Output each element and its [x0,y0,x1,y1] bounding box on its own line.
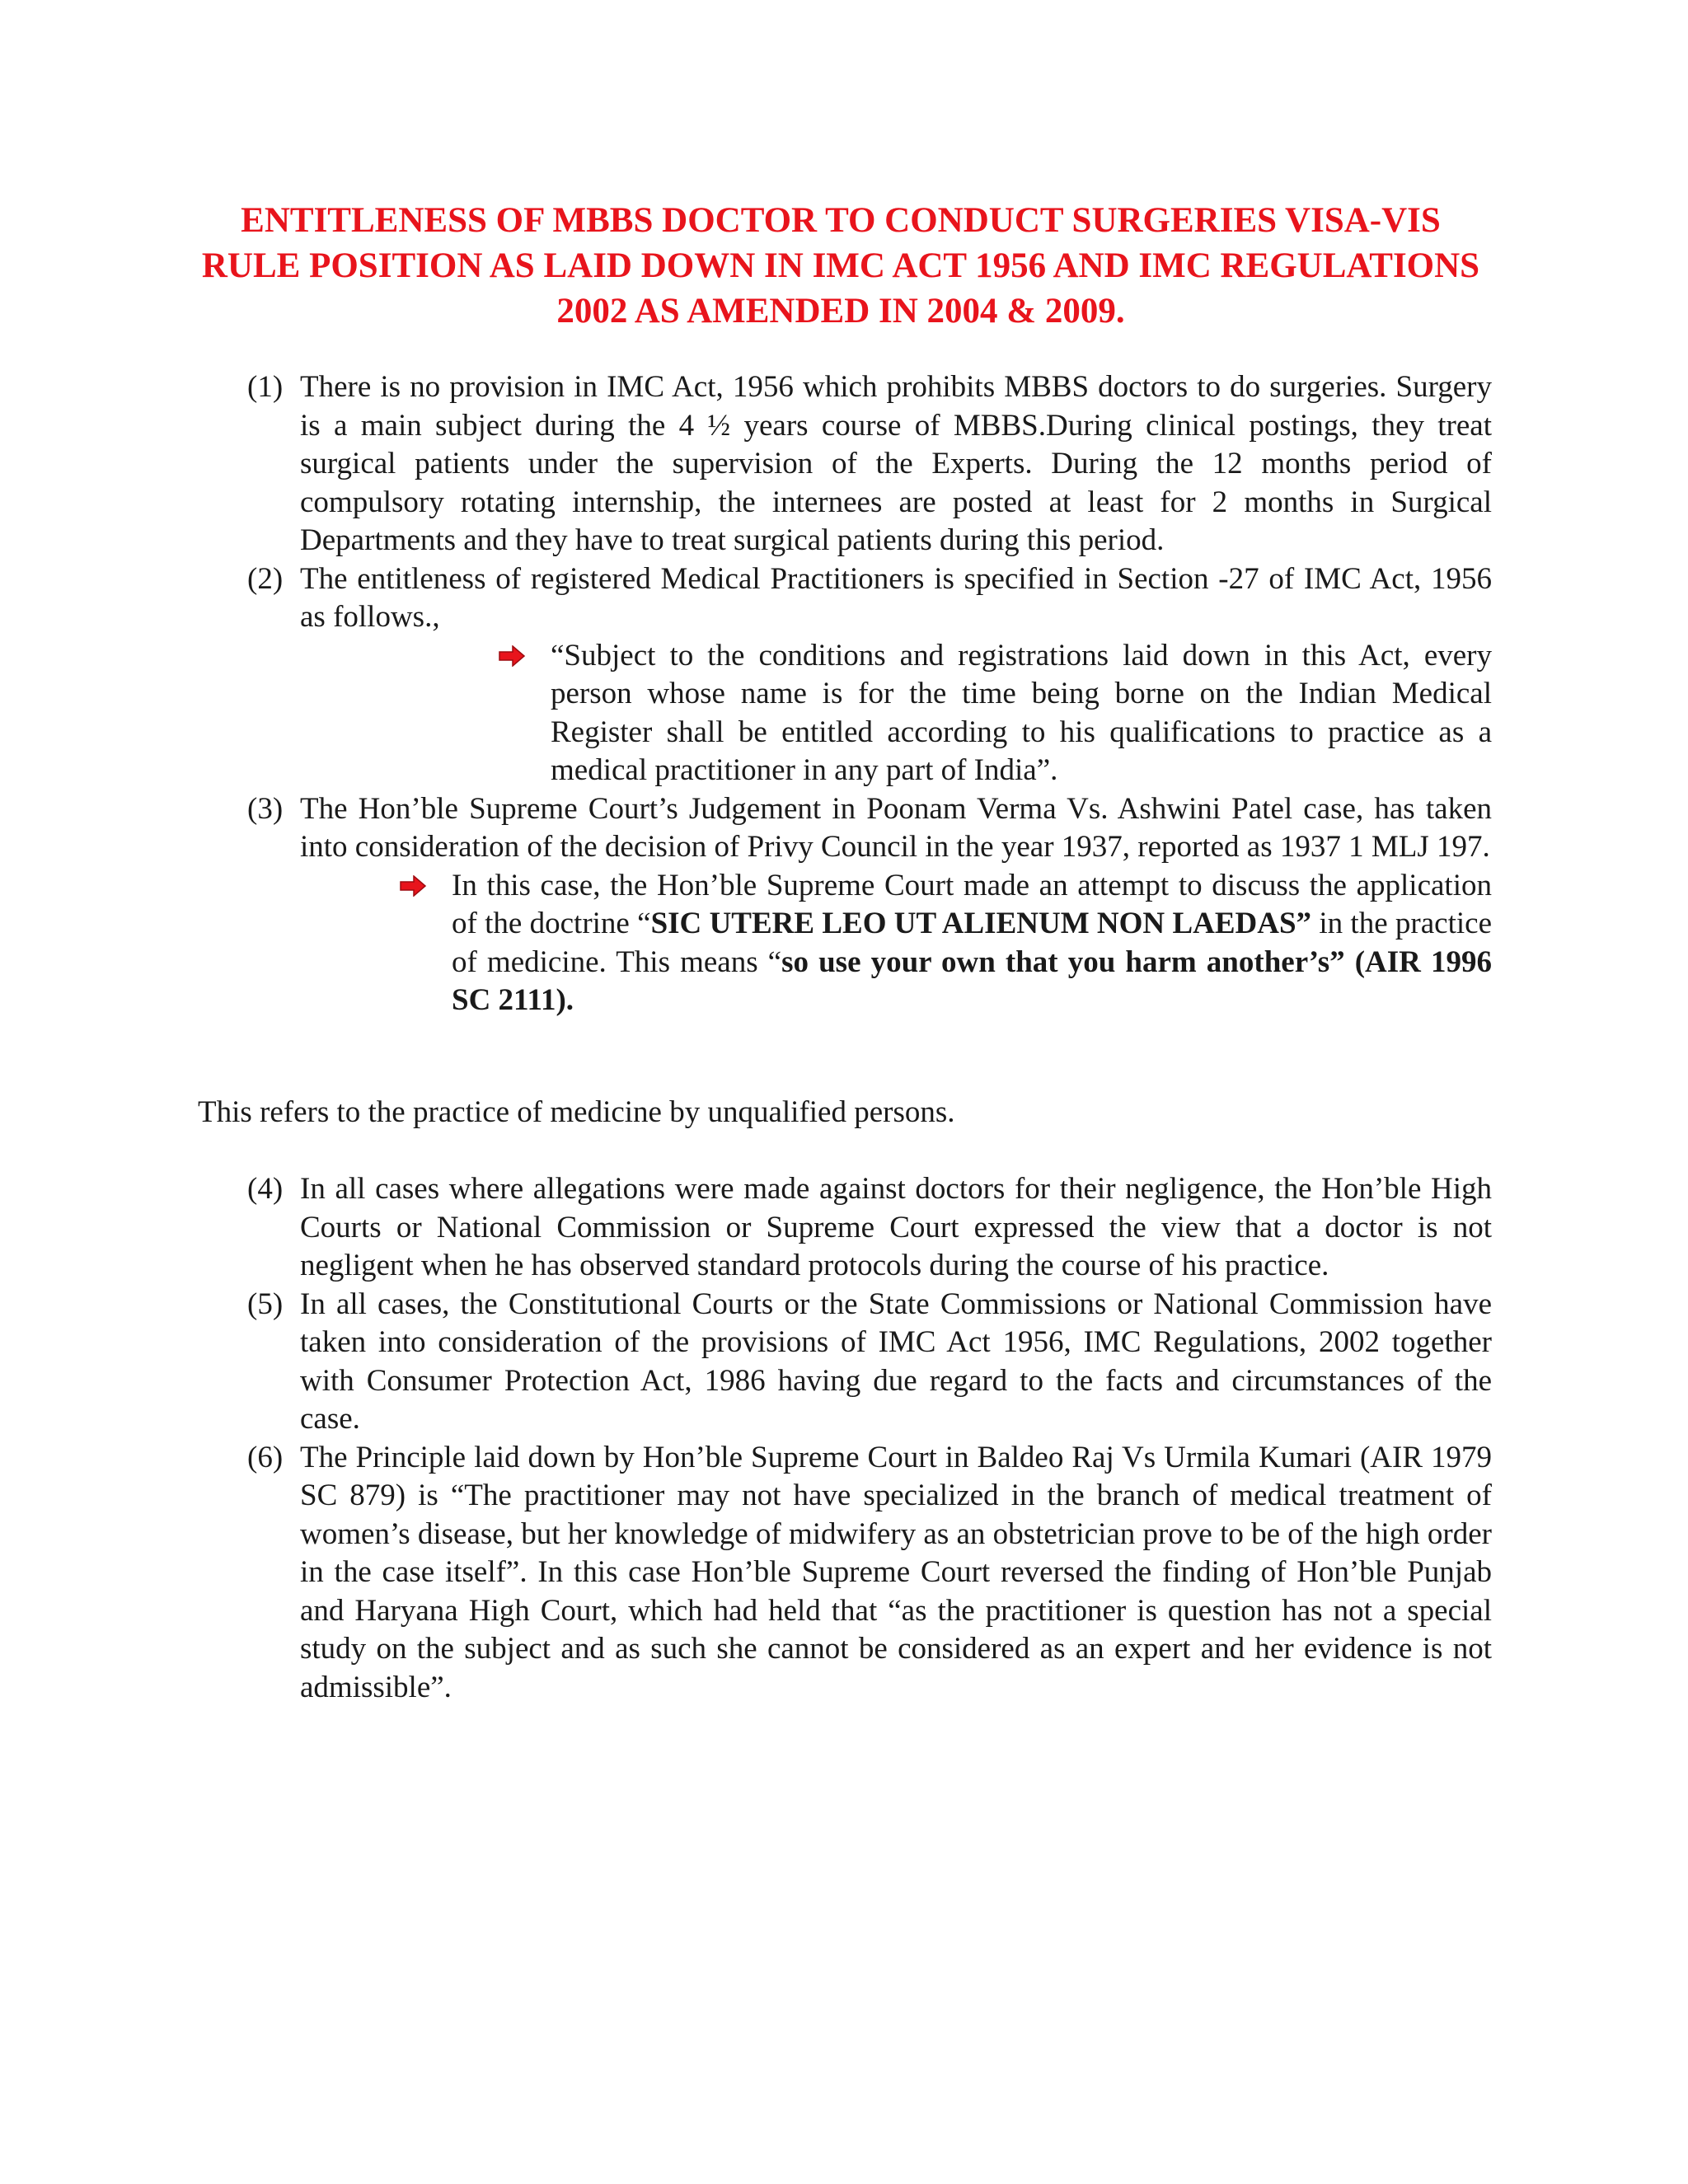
list-item-1 [247,368,1492,560]
doctrine-text-part: In this case, the Hon’ble Supreme Court made an attempt to discuss the application of the doctrine “ [452,868,1492,940]
item-number: (5) [247,1286,284,1321]
red-arrow-icon [498,645,526,667]
document-title: ENTITLENESS OF MBBS DOCTOR TO CONDUCT SURGERIES VISA-VIS RULE POSITION AS LAID DOWN IN IMC ACT 1956 AND IMC REGULATIONS 2002 AS AMENDED IN 2004 & 2009. [201,201,1480,330]
quote-bullet [551,637,1492,790]
list-item-3 [247,790,1492,1020]
list-item-4 [247,1170,1492,1286]
list-item-5 [247,1286,1492,1439]
doctrine-text-part: in the practice of medicine. This means “ [452,907,1493,979]
numbered-list [247,368,1492,1020]
item-text: The entitleness of registered Medical Practitioners is specified in Section -27 of IMC Act, 1956 as follows., [300,561,1492,634]
item-number: (3) [247,791,284,826]
item-number: (1) [247,370,284,404]
list-item-6 [247,1439,1492,1708]
item-text: The Hon’ble Supreme Court’s Judgement in Poonam Verma Vs. Ashwini Patel case, has taken into consideration of the decision of Privy Council in the year 1937, reported as 1937 1 MLJ 197. [300,791,1492,864]
item-text: There is no provision in IMC Act, 1956 which prohibits MBBS doctors to do surgeries. Surgery is a main subject during the 4 ½ years course of MBBS.During clinical postings, they treat surgical patients under the supervision of the Experts. During the 12 months period of compulsory rotating internship, the internees are posted at least for 2 months in Surgical Departments and they have to treat surgical patients during this period. [300,370,1492,557]
list-item-2 [247,560,1492,790]
item-number: (2) [247,561,284,596]
section-27-quote: “Subject to the conditions and registrations laid down in this Act, every person whose name is for the time being borne on the Indian Medical Register shall be entitled according to his qualifications to practice as a medical practitioner in any part of India”. [551,638,1492,787]
item-number: (6) [247,1440,284,1474]
red-arrow-icon [399,875,427,897]
item-text: The Principle laid down by Hon’ble Supreme Court in Baldeo Raj Vs Urmila Kumari (AIR 1979 SC 879) is “The practitioner may not have specialized in the branch of medical treatment of women’s disease, but her knowledge of midwifery as an obstetrician prove to be of the high order in the case itself”. In this case Hon’ble Supreme Court reversed the finding of Hon’ble Punjab and Haryana High Court, which had held that “as the practitioner is question has not a special study on the subject and as such she cannot be considered as an expert and her evidence is not admissible”. [300,1440,1492,1704]
doctrine-meaning: so use your own that you harm another’s” (AIR 1996 SC 2111). [452,944,1492,1017]
item-text: In all cases, the Constitutional Courts or the State Commissions or National Commission have taken into consideration of the provisions of IMC Act 1956, IMC Regulations, 2002 together with Consumer Protection Act, 1986 having due regard to the facts and circumstances of the case. [300,1286,1492,1436]
unqualified-persons-note: This refers to the practice of medicine by unqualified persons. [198,1095,955,1129]
doctrine-latin-phrase: SIC UTERE LEO UT ALIENUM NON LAEDAS” [650,907,1312,940]
numbered-list-continued [247,1170,1492,1707]
item-text: In all cases where allegations were made against doctors for their negligence, the Hon’ble High Courts or National Commission or Supreme Court expressed the view that a doctor is not negligent when he has observed standard protocols during the course of his practice. [300,1172,1492,1282]
item-number: (4) [247,1172,284,1206]
doctrine-bullet [452,867,1492,1020]
